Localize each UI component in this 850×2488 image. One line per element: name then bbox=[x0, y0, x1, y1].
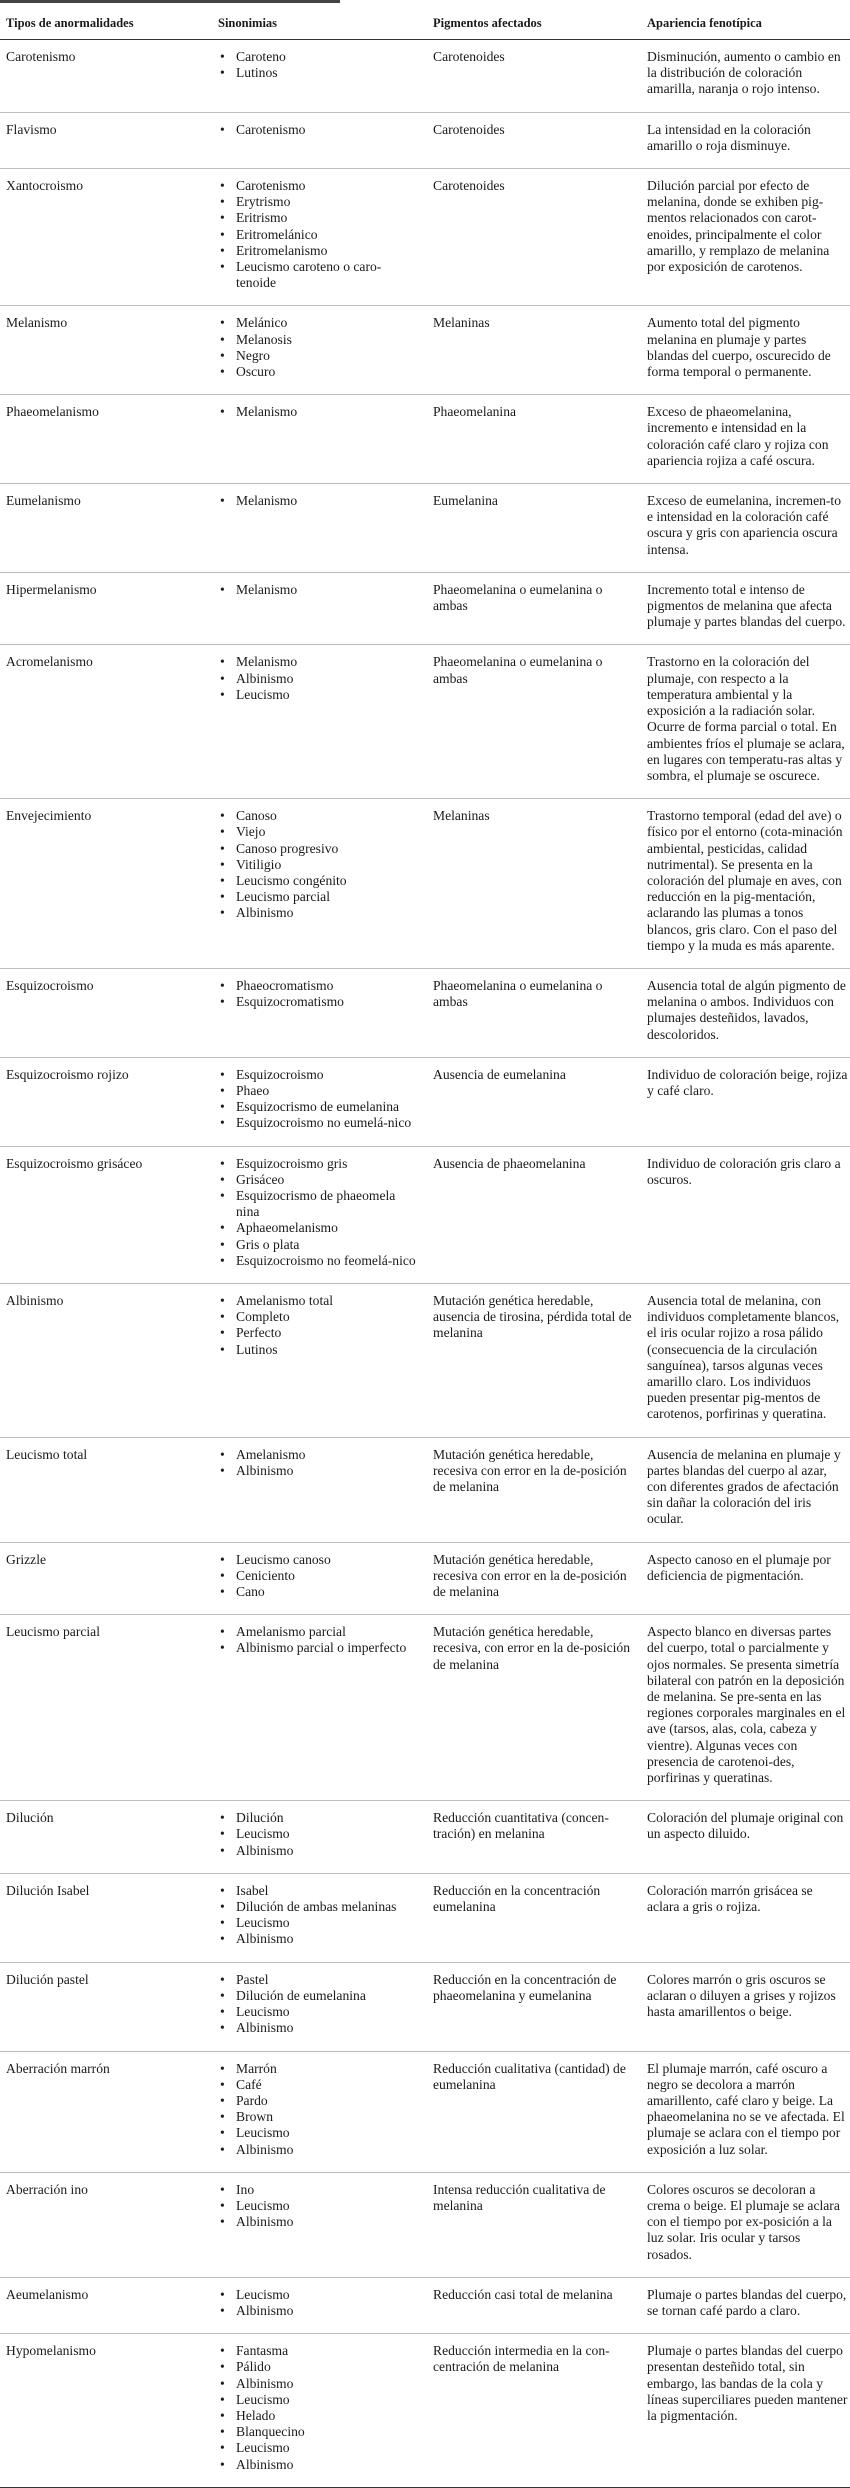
synonym-list bbox=[218, 808, 421, 921]
synonym-item: • Dilución de eumelanina bbox=[232, 1988, 421, 2004]
synonym-item: • Carotenismo bbox=[232, 122, 421, 138]
cell-apariencia: Ausencia total de algún pigmento de melanina o ambos. Individuos con plumajes desteñidos, lavados, descoloridos. bbox=[641, 968, 850, 1057]
synonym-list bbox=[218, 122, 421, 138]
cell-sinonimias bbox=[212, 1873, 427, 1962]
synonym-item: • Marrón bbox=[232, 2061, 421, 2077]
abnormalities-table bbox=[0, 6, 850, 2488]
cell-apariencia: Coloración marrón grisácea se aclara a gris o rojiza. bbox=[641, 1873, 850, 1962]
synonym-item: • Leucismo bbox=[232, 2287, 421, 2303]
cell-pigmentos: Phaeomelanina o eumelanina o ambas bbox=[427, 645, 641, 799]
cell-tipo: Melanismo bbox=[0, 306, 212, 395]
cell-pigmentos: Reducción en la concentración eumelanina bbox=[427, 1873, 641, 1962]
synonym-item: • Leucismo parcial bbox=[232, 889, 421, 905]
cell-sinonimias bbox=[212, 306, 427, 395]
cell-pigmentos: Phaeomelanina o eumelanina o ambas bbox=[427, 968, 641, 1057]
synonym-item: • Melanismo bbox=[232, 493, 421, 509]
cell-pigmentos: Mutación genética heredable, recesiva, con error en la de-posición de melanina bbox=[427, 1615, 641, 1801]
cell-pigmentos: Mutación genética heredable, recesiva con error en la de-posición de melanina bbox=[427, 1437, 641, 1542]
cell-sinonimias bbox=[212, 2277, 427, 2333]
synonym-item: • Esquizocrismo de eumelanina bbox=[232, 1099, 421, 1115]
synonym-item: • Pastel bbox=[232, 1972, 421, 1988]
synonym-item: • Brown bbox=[232, 2109, 421, 2125]
table-row bbox=[0, 395, 850, 484]
cell-apariencia: El plumaje marrón, café oscuro a negro se decolora a marrón amarillento, café claro y beige. La phaeomelanina no se ve afectada. El plumaje se aclara con el tiempo por exposición a luz solar. bbox=[641, 2051, 850, 2172]
cell-apariencia: Colores oscuros se decoloran a crema o beige. El plumaje se aclara con el tiempo por ex-posición a la luz solar. Iris ocular y tarsos rosados. bbox=[641, 2172, 850, 2277]
synonym-item: • Melanosis bbox=[232, 332, 421, 348]
table-row bbox=[0, 306, 850, 395]
cell-sinonimias bbox=[212, 1057, 427, 1146]
synonym-item: • Leucismo bbox=[232, 687, 421, 703]
table-row bbox=[0, 968, 850, 1057]
table-row bbox=[0, 2334, 850, 2488]
cell-apariencia: Exceso de phaeomelanina, incremento e intensidad en la coloración café claro y rojiza con apariencia rojiza a café oscura. bbox=[641, 395, 850, 484]
cell-tipo: Aberración marrón bbox=[0, 2051, 212, 2172]
synonym-item: • Eritromelánico bbox=[232, 227, 421, 243]
cell-pigmentos: Melaninas bbox=[427, 306, 641, 395]
cell-sinonimias bbox=[212, 1542, 427, 1615]
top-rule bbox=[0, 0, 340, 3]
cell-sinonimias bbox=[212, 169, 427, 306]
table-row bbox=[0, 1801, 850, 1874]
cell-apariencia: La intensidad en la coloración amarillo o roja disminuye. bbox=[641, 112, 850, 168]
synonym-item: • Esquizocroismo no feomelá-nico bbox=[232, 1253, 421, 1269]
cell-tipo: Aeumelanismo bbox=[0, 2277, 212, 2333]
cell-pigmentos: Reducción cualitativa (cantidad) de eumelanina bbox=[427, 2051, 641, 2172]
cell-pigmentos: Mutación genética heredable, recesiva con error en la de-posición de melanina bbox=[427, 1542, 641, 1615]
synonym-item: • Esquizocrismo de phaeomela nina bbox=[232, 1188, 421, 1220]
synonym-item: • Oscuro bbox=[232, 364, 421, 380]
synonym-item: • Gris o plata bbox=[232, 1237, 421, 1253]
synonym-item: • Cano bbox=[232, 1584, 421, 1600]
cell-sinonimias bbox=[212, 645, 427, 799]
synonym-item: • Blanquecino bbox=[232, 2424, 421, 2440]
cell-tipo: Xantocroismo bbox=[0, 169, 212, 306]
cell-tipo: Phaeomelanismo bbox=[0, 395, 212, 484]
cell-apariencia: Trastorno temporal (edad del ave) o físico por el entorno (cota-minación ambiental, pesticidas, calidad nutrimental). Se presenta en la coloración del plumaje en aves, con reducción en la pig-mentación, aclarando las plumas a tonos blancos, gris claro. Con el paso del tiempo y la muda es más aparente. bbox=[641, 799, 850, 969]
synonym-item: • Ceniciento bbox=[232, 1568, 421, 1584]
synonym-list bbox=[218, 1810, 421, 1859]
synonym-item: • Pálido bbox=[232, 2359, 421, 2375]
synonym-item: • Albinismo bbox=[232, 2457, 421, 2473]
table-row bbox=[0, 1873, 850, 1962]
table-row bbox=[0, 1962, 850, 2051]
synonym-list bbox=[218, 404, 421, 420]
cell-sinonimias bbox=[212, 484, 427, 573]
cell-sinonimias bbox=[212, 968, 427, 1057]
cell-sinonimias bbox=[212, 395, 427, 484]
cell-pigmentos: Melaninas bbox=[427, 799, 641, 969]
synonym-item: • Leucismo congénito bbox=[232, 873, 421, 889]
table-row bbox=[0, 1057, 850, 1146]
table-row bbox=[0, 645, 850, 799]
table-body bbox=[0, 40, 850, 2488]
synonym-item: • Café bbox=[232, 2077, 421, 2093]
synonym-item: • Melánico bbox=[232, 315, 421, 331]
synonym-list bbox=[218, 2061, 421, 2158]
synonym-item: • Albinismo bbox=[232, 2303, 421, 2319]
table-row bbox=[0, 572, 850, 645]
cell-apariencia: Coloración del plumaje original con un aspecto diluido. bbox=[641, 1801, 850, 1874]
cell-tipo: Flavismo bbox=[0, 112, 212, 168]
synonym-item: • Albinismo bbox=[232, 2020, 421, 2036]
cell-tipo: Dilución Isabel bbox=[0, 1873, 212, 1962]
synonym-item: • Eritrismo bbox=[232, 210, 421, 226]
table-header bbox=[0, 6, 850, 40]
header-apariencia: Apariencia fenotípica bbox=[641, 6, 850, 40]
header-pigmentos: Pigmentos afectados bbox=[427, 6, 641, 40]
synonym-item: • Leucismo canoso bbox=[232, 1552, 421, 1568]
synonym-item: • Carotenismo bbox=[232, 178, 421, 194]
cell-tipo: Esquizocroismo rojizo bbox=[0, 1057, 212, 1146]
cell-tipo: Aberración ino bbox=[0, 2172, 212, 2277]
cell-sinonimias bbox=[212, 1615, 427, 1801]
synonym-list bbox=[218, 1067, 421, 1132]
cell-tipo: Dilución bbox=[0, 1801, 212, 1874]
header-sinonimias: Sinonimias bbox=[212, 6, 427, 40]
cell-pigmentos: Phaeomelanina bbox=[427, 395, 641, 484]
cell-apariencia: Aspecto blanco en diversas partes del cuerpo, total o parcialmente y ojos normales. Se presenta simetría bilateral con patrón en la deposición de melanina. Se pre-senta en las regiones corporales marginales en el ave (tarsos, alas, cola, cabeza y vientre). Algunas veces con presencia de carotenoi-des, porfirinas y queratinas. bbox=[641, 1615, 850, 1801]
table-row bbox=[0, 2051, 850, 2172]
synonym-item: • Lutinos bbox=[232, 65, 421, 81]
synonym-item: • Albinismo parcial o imperfecto bbox=[232, 1640, 421, 1656]
cell-pigmentos: Reducción en la concentración de phaeomelanina y eumelanina bbox=[427, 1962, 641, 2051]
synonym-list bbox=[218, 315, 421, 380]
cell-sinonimias bbox=[212, 2172, 427, 2277]
cell-tipo: Grizzle bbox=[0, 1542, 212, 1615]
synonym-list bbox=[218, 178, 421, 291]
cell-sinonimias bbox=[212, 799, 427, 969]
synonym-item: • Albinismo bbox=[232, 2142, 421, 2158]
cell-sinonimias bbox=[212, 1146, 427, 1283]
synonym-item: • Melanismo bbox=[232, 582, 421, 598]
cell-tipo: Leucismo parcial bbox=[0, 1615, 212, 1801]
cell-apariencia: Dilución parcial por efecto de melanina, donde se exhiben pig-mentos relacionados con carot-enoides, principalmente el color amarillo, y remplazo de melanina por exposición de carotenos. bbox=[641, 169, 850, 306]
synonym-list bbox=[218, 493, 421, 509]
cell-tipo: Esquizocroismo grisáceo bbox=[0, 1146, 212, 1283]
synonym-list bbox=[218, 654, 421, 703]
synonym-item: • Leucismo bbox=[232, 1826, 421, 1842]
cell-sinonimias bbox=[212, 40, 427, 113]
cell-tipo: Carotenismo bbox=[0, 40, 212, 113]
synonym-item: • Melanismo bbox=[232, 654, 421, 670]
cell-apariencia: Trastorno en la coloración del plumaje, con respecto a la temperatura ambiental y la exposición a la radiación solar. Ocurre de forma parcial o total. En ambientes fríos el plumaje se aclara, en lugares con temperatu-ras altas y sombra, el plumaje se oscurece. bbox=[641, 645, 850, 799]
synonym-item: • Albinismo bbox=[232, 1843, 421, 1859]
cell-sinonimias bbox=[212, 1283, 427, 1437]
synonym-item: • Leucismo bbox=[232, 2125, 421, 2141]
synonym-item: • Albinismo bbox=[232, 2376, 421, 2392]
synonym-list bbox=[218, 1624, 421, 1656]
synonym-list bbox=[218, 2182, 421, 2231]
synonym-list bbox=[218, 2287, 421, 2319]
cell-apariencia: Colores marrón o gris oscuros se aclaran o diluyen a grises y rojizos hasta amarillentos o beige. bbox=[641, 1962, 850, 2051]
cell-apariencia: Disminución, aumento o cambio en la distribución de coloración amarilla, naranja o rojo intenso. bbox=[641, 40, 850, 113]
synonym-item: • Albinismo bbox=[232, 671, 421, 687]
cell-pigmentos: Ausencia de phaeomelanina bbox=[427, 1146, 641, 1283]
synonym-item: • Albinismo bbox=[232, 2214, 421, 2230]
table-row bbox=[0, 169, 850, 306]
cell-tipo: Hipermelanismo bbox=[0, 572, 212, 645]
synonym-item: • Lutinos bbox=[232, 1342, 421, 1358]
cell-tipo: Esquizocroismo bbox=[0, 968, 212, 1057]
synonym-item: • Helado bbox=[232, 2408, 421, 2424]
synonym-item: • Leucismo caroteno o caro-tenoide bbox=[232, 259, 421, 291]
synonym-item: • Phaeo bbox=[232, 1083, 421, 1099]
table-row bbox=[0, 1146, 850, 1283]
table-row bbox=[0, 112, 850, 168]
cell-pigmentos: Mutación genética heredable, ausencia de tirosina, pérdida total de melanina bbox=[427, 1283, 641, 1437]
synonym-item: • Viejo bbox=[232, 824, 421, 840]
cell-apariencia: Plumaje o partes blandas del cuerpo, se tornan café pardo a claro. bbox=[641, 2277, 850, 2333]
synonym-list bbox=[218, 978, 421, 1010]
synonym-item: • Leucismo bbox=[232, 1915, 421, 1931]
cell-apariencia: Aumento total del pigmento melanina en plumaje y partes blandas del cuerpo, oscurecido de forma temporal o permanente. bbox=[641, 306, 850, 395]
synonym-item: • Ino bbox=[232, 2182, 421, 2198]
cell-apariencia: Exceso de eumelanina, incremen-to e intensidad en la coloración café oscura y gris con apariencia oscura intensa. bbox=[641, 484, 850, 573]
cell-pigmentos: Ausencia de eumelanina bbox=[427, 1057, 641, 1146]
cell-tipo: Leucismo total bbox=[0, 1437, 212, 1542]
synonym-item: • Albinismo bbox=[232, 1463, 421, 1479]
synonym-item: • Esquizocroismo bbox=[232, 1067, 421, 1083]
cell-apariencia: Ausencia total de melanina, con individuos completamente blancos, el iris ocular rojizo a rosa pálido (consecuencia de la circulación sanguínea), tarsos algunas veces amarillo claro. Los individuos pueden presentar pig-mentos de carotenos, porfirinas y queratina. bbox=[641, 1283, 850, 1437]
synonym-item: • Leucismo bbox=[232, 2440, 421, 2456]
synonym-list bbox=[218, 1293, 421, 1358]
synonym-item: • Fantasma bbox=[232, 2343, 421, 2359]
cell-sinonimias bbox=[212, 2334, 427, 2488]
synonym-item: • Eritromelanismo bbox=[232, 243, 421, 259]
synonym-item: • Isabel bbox=[232, 1883, 421, 1899]
cell-apariencia: Incremento total e intenso de pigmentos de melanina que afecta plumaje y partes blandas del cuerpo. bbox=[641, 572, 850, 645]
cell-sinonimias bbox=[212, 1962, 427, 2051]
synonym-list bbox=[218, 1447, 421, 1479]
synonym-item: • Leucismo bbox=[232, 2004, 421, 2020]
cell-pigmentos: Carotenoides bbox=[427, 40, 641, 113]
synonym-item: • Amelanismo total bbox=[232, 1293, 421, 1309]
synonym-item: • Dilución de ambas melaninas bbox=[232, 1899, 421, 1915]
table-row bbox=[0, 1615, 850, 1801]
synonym-item: • Caroteno bbox=[232, 49, 421, 65]
synonym-list bbox=[218, 1972, 421, 2037]
cell-apariencia: Plumaje o partes blandas del cuerpo presentan desteñido total, sin embargo, las bandas de la cola y líneas superciliares pueden mantener la pigmentación. bbox=[641, 2334, 850, 2488]
cell-apariencia: Individuo de coloración beige, rojiza y café claro. bbox=[641, 1057, 850, 1146]
cell-tipo: Eumelanismo bbox=[0, 484, 212, 573]
synonym-item: • Erytrismo bbox=[232, 194, 421, 210]
synonym-item: • Grisáceo bbox=[232, 1172, 421, 1188]
synonym-item: • Completo bbox=[232, 1309, 421, 1325]
cell-pigmentos: Carotenoides bbox=[427, 169, 641, 306]
synonym-list bbox=[218, 1552, 421, 1601]
synonym-item: • Canoso bbox=[232, 808, 421, 824]
synonym-item: • Perfecto bbox=[232, 1325, 421, 1341]
table-row bbox=[0, 2172, 850, 2277]
synonym-list bbox=[218, 2343, 421, 2473]
cell-pigmentos: Reducción intermedia en la con-centración de melanina bbox=[427, 2334, 641, 2488]
cell-pigmentos: Intensa reducción cualitativa de melanina bbox=[427, 2172, 641, 2277]
cell-pigmentos: Reducción cuantitativa (concen-tración) en melanina bbox=[427, 1801, 641, 1874]
cell-sinonimias bbox=[212, 2051, 427, 2172]
cell-apariencia: Aspecto canoso en el plumaje por deficiencia de pigmentación. bbox=[641, 1542, 850, 1615]
header-tipos: Tipos de anormalidades bbox=[0, 6, 212, 40]
cell-pigmentos: Reducción casi total de melanina bbox=[427, 2277, 641, 2333]
synonym-item: • Phaeocromatismo bbox=[232, 978, 421, 994]
synonym-item: • Dilución bbox=[232, 1810, 421, 1826]
synonym-item: • Aphaeomelanismo bbox=[232, 1220, 421, 1236]
synonym-item: • Esquizocromatismo bbox=[232, 994, 421, 1010]
synonym-item: • Amelanismo bbox=[232, 1447, 421, 1463]
cell-apariencia: Individuo de coloración gris claro a oscuros. bbox=[641, 1146, 850, 1283]
synonym-list bbox=[218, 1156, 421, 1269]
table-row bbox=[0, 40, 850, 113]
cell-pigmentos: Carotenoides bbox=[427, 112, 641, 168]
cell-pigmentos: Eumelanina bbox=[427, 484, 641, 573]
synonym-list bbox=[218, 49, 421, 81]
synonym-list bbox=[218, 1883, 421, 1948]
cell-apariencia: Ausencia de melanina en plumaje y partes blandas del cuerpo al azar, con diferentes grados de afectación sin dañar la coloración del iris ocular. bbox=[641, 1437, 850, 1542]
synonym-item: • Esquizocroismo no eumelá-nico bbox=[232, 1115, 421, 1131]
cell-sinonimias bbox=[212, 572, 427, 645]
cell-tipo: Envejecimiento bbox=[0, 799, 212, 969]
synonym-item: • Melanismo bbox=[232, 404, 421, 420]
header-row bbox=[0, 6, 850, 40]
synonym-item: • Vitiligio bbox=[232, 857, 421, 873]
table-row bbox=[0, 799, 850, 969]
synonym-item: • Negro bbox=[232, 348, 421, 364]
synonym-item: • Leucismo bbox=[232, 2198, 421, 2214]
cell-tipo: Hypomelanismo bbox=[0, 2334, 212, 2488]
synonym-item: • Albinismo bbox=[232, 905, 421, 921]
table-row bbox=[0, 1283, 850, 1437]
synonym-list bbox=[218, 582, 421, 598]
table-row bbox=[0, 1542, 850, 1615]
cell-sinonimias bbox=[212, 1437, 427, 1542]
table-row bbox=[0, 484, 850, 573]
synonym-item: • Pardo bbox=[232, 2093, 421, 2109]
cell-tipo: Albinismo bbox=[0, 1283, 212, 1437]
cell-sinonimias bbox=[212, 1801, 427, 1874]
cell-pigmentos: Phaeomelanina o eumelanina o ambas bbox=[427, 572, 641, 645]
synonym-item: • Canoso progresivo bbox=[232, 841, 421, 857]
synonym-item: • Esquizocroismo gris bbox=[232, 1156, 421, 1172]
cell-sinonimias bbox=[212, 112, 427, 168]
table-row bbox=[0, 1437, 850, 1542]
synonym-item: • Leucismo bbox=[232, 2392, 421, 2408]
cell-tipo: Acromelanismo bbox=[0, 645, 212, 799]
table-row bbox=[0, 2277, 850, 2333]
cell-tipo: Dilución pastel bbox=[0, 1962, 212, 2051]
synonym-item: • Albinismo bbox=[232, 1931, 421, 1947]
synonym-item: • Amelanismo parcial bbox=[232, 1624, 421, 1640]
